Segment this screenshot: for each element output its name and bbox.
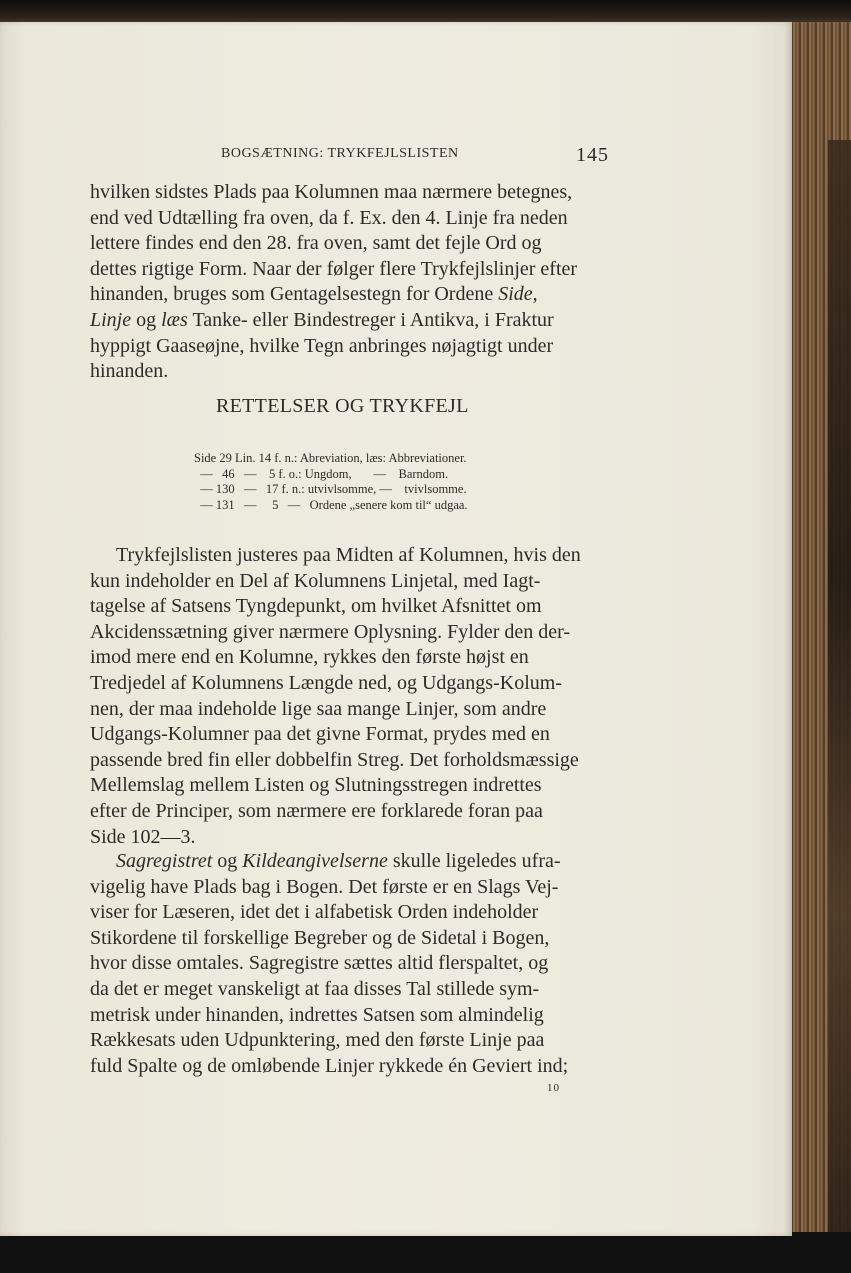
text-span: og	[131, 308, 162, 331]
text-line	[90, 308, 610, 334]
italic-term: Kildeangivelserne	[242, 850, 388, 872]
italic-term: læs	[161, 308, 188, 331]
text-span: hinanden, bruges som Gentagelsestegn for Ordene	[90, 283, 499, 306]
errata-list	[194, 451, 468, 513]
text-line: tagelse af Satsens Tyngdepunkt, om hvilket Afsnittet om	[90, 595, 542, 618]
text-span: skulle ligeledes ufra-	[387, 850, 561, 872]
text-line: Stikordene til forskellige Begreber og de Sidetal i Bogen,	[90, 926, 550, 949]
errata-row: — 131 — 5 — Ordene „senere kom til“ udgaa.	[194, 497, 468, 512]
paragraph-1	[90, 180, 610, 385]
text-line: nen, der maa indeholde lige saa mange Linjer, som andre	[90, 697, 547, 720]
errata-row: — 130 — 17 f. n.: utvivlsomme, — tvivlsomme.	[194, 482, 467, 496]
text-line: Udgangs-Kolumner paa det givne Format, prydes med en	[90, 723, 550, 746]
italic-term: Sagregistret	[116, 850, 213, 872]
errata-title: RETTELSER OG TRYKFEJL	[216, 395, 469, 417]
errata-row: — 46 — 5 f. o.: Ungdom, — Barndom.	[194, 466, 449, 481]
text-span: og	[212, 850, 243, 872]
text-line: hvilken sidstes Plads paa Kolumnen maa nærmere betegnes,	[90, 181, 573, 203]
page-number: 145	[576, 144, 609, 166]
text-line	[90, 282, 610, 308]
italic-term: Linje	[90, 308, 132, 331]
text-line: end ved Udtælling fra oven, da f. Ex. den 4. Linje fra neden	[90, 206, 568, 229]
text-line: dettes rigtige Form. Naar der følger flere Trykfejlslinjer efter	[90, 257, 578, 280]
text-line: kun indeholder en Del af Kolumnens Linjetal, med Iagt-	[90, 569, 541, 592]
italic-term: Side,	[498, 283, 538, 306]
text-line: viser for Læseren, idet det i alfabetisk Orden indeholder	[90, 901, 539, 924]
text-line: lettere findes end den 28. fra oven, samt det fejle Ord og	[90, 232, 542, 255]
text-line: hinanden.	[90, 360, 169, 383]
text-span: Tanke- eller Bindestreger i Antikva, i Fraktur	[187, 308, 554, 331]
signature-mark: 10	[547, 1082, 560, 1094]
text-line: imod mere end en Kolumne, rykkes den første højst en	[90, 646, 529, 669]
text-line: Trykfejlslisten justeres paa Midten af Kolumnen, hvis den	[116, 544, 581, 566]
text-line: Side 102—3.	[90, 825, 196, 848]
running-head-title: BOGSÆTNING: TRYKFEJLSLISTEN	[221, 146, 459, 161]
text-line: hvor disse omtales. Sagregistre sættes altid flerspaltet, og	[90, 952, 549, 975]
text-line: Mellemslag mellem Listen og Slutningsstregen indrettes	[90, 774, 542, 797]
text-line: fuld Spalte og de omløbende Linjer rykkede én Geviert ind;	[90, 1054, 569, 1077]
text-line: da det er meget vanskeligt at faa disses Tal stillede sym-	[90, 977, 540, 1000]
running-head	[221, 144, 621, 166]
book-cover-edge	[828, 140, 851, 1234]
text-line	[90, 849, 610, 875]
text-line: Akcidenssætning giver nærmere Oplysning. Fylder den der-	[90, 620, 571, 643]
text-line: Tredjedel af Kolumnens Længde ned, og Udgangs-Kolum-	[90, 671, 562, 694]
scan-top-edge	[0, 0, 851, 24]
text-line: metrisk under hinanden, indrettes Satsen som almindelig	[90, 1003, 544, 1026]
paragraph-3	[90, 849, 610, 1079]
text-line: hyppigt Gaaseøjne, hvilke Tegn anbringes nøjagtigt under	[90, 334, 554, 357]
text-line: Rækkesats uden Udpunktering, med den første Linje paa	[90, 1029, 545, 1052]
scan-bottom-edge	[0, 1232, 851, 1273]
errata-row: Side 29 Lin. 14 f. n.: Abreviation, læs: Abbreviationer.	[194, 451, 467, 465]
text-line: passende bred fin eller dobbelfin Streg. Det forholdsmæssige	[90, 748, 579, 771]
text-line: vigelig have Plads bag i Bogen. Det første er en Slags Vej-	[90, 875, 559, 898]
paragraph-2	[90, 543, 610, 850]
text-line: efter de Principer, som nærmere ere forklarede foran paa	[90, 799, 543, 822]
